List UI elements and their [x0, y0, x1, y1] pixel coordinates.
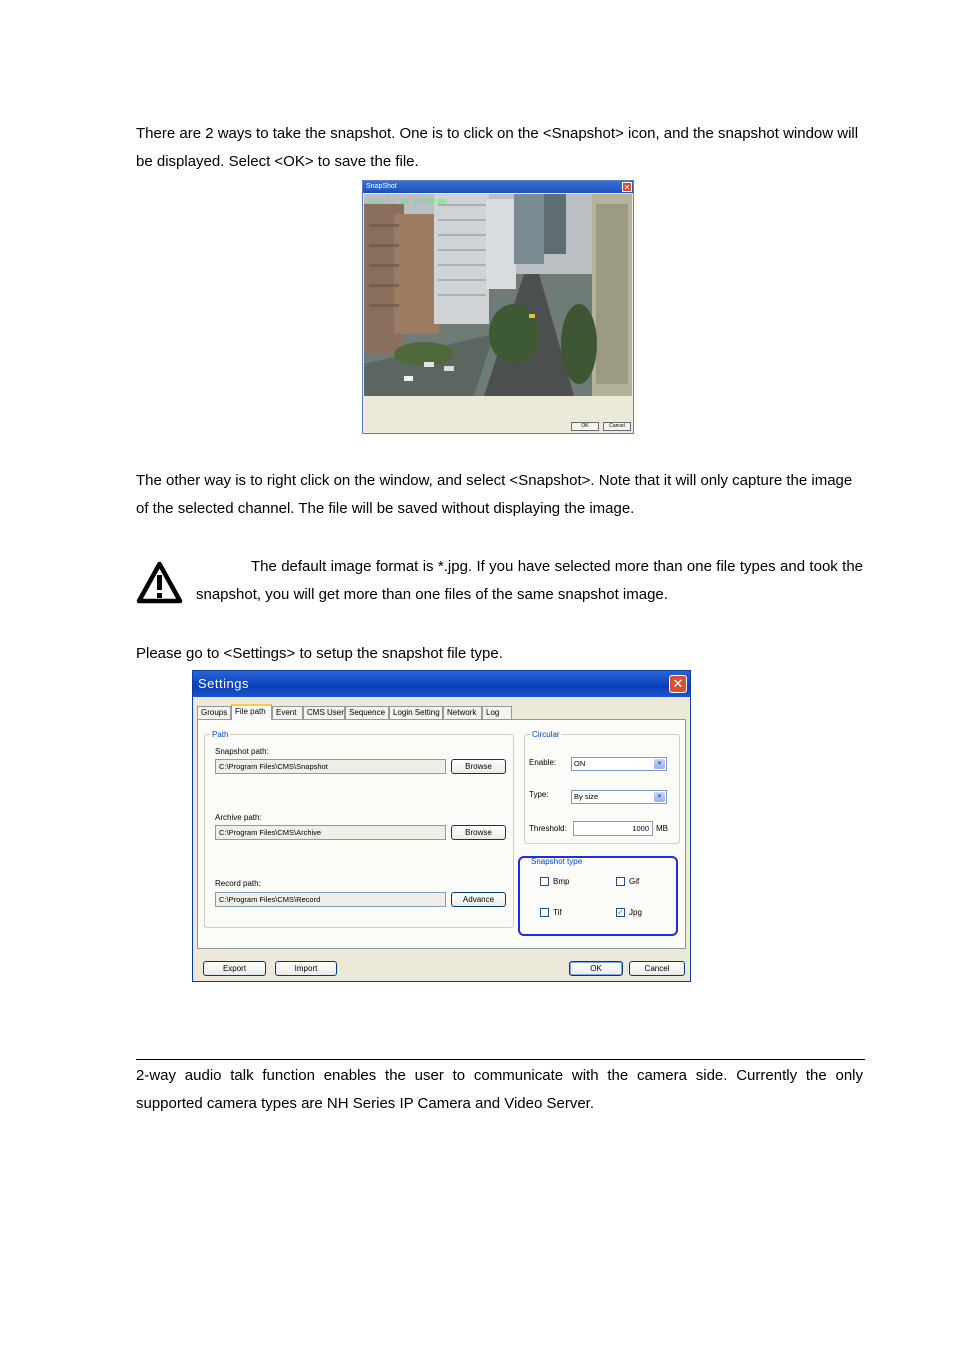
path-group — [204, 730, 514, 928]
type-select[interactable] — [571, 790, 667, 804]
circular-group — [524, 730, 680, 844]
threshold-input[interactable]: 1000 — [573, 821, 653, 836]
tab-login-setting[interactable]: Login Setting — [389, 706, 443, 719]
intro-paragraph: There are 2 ways to take the snapshot. One is to click on the <Snapshot> icon, and the snapshot window will be displayed. Select <OK> to save the file. — [136, 125, 859, 170]
chevron-down-icon[interactable]: ▼ — [654, 792, 665, 802]
export-button[interactable]: Export — [203, 961, 266, 976]
jpg-label: Jpg — [629, 908, 642, 917]
enable-select-value: ON — [574, 759, 586, 768]
bmp-label: Bmp — [553, 877, 570, 886]
tab-network[interactable]: Network — [443, 706, 482, 719]
snapshot-browse-button[interactable]: Browse — [451, 759, 506, 774]
snapshot-timestamp-overlay: 2010-11-16 15:30:00 — [366, 198, 447, 206]
snapshot-ok-button[interactable]: OK — [571, 422, 599, 431]
tab-cms-user[interactable]: CMS User — [303, 706, 345, 719]
enable-label: Enable: — [529, 758, 557, 767]
snapshot-type-legend: Snapshot type — [531, 857, 583, 866]
other-way-paragraph: The other way is to right click on the window, and select <Snapshot>. Note that it will only capture the image of the selected channel. The file will be saved without displaying the image. — [136, 472, 853, 517]
close-icon[interactable]: ✕ — [623, 183, 631, 192]
import-button[interactable]: Import — [275, 961, 337, 976]
ok-button[interactable]: OK — [569, 961, 623, 976]
close-icon[interactable]: ✕ — [669, 675, 687, 693]
tif-label: Tif — [553, 908, 562, 917]
path-group-legend: Path — [212, 730, 229, 739]
chevron-down-icon[interactable]: ▼ — [654, 759, 665, 769]
snapshot-window-titlebar — [363, 181, 633, 193]
snapshot-path-field[interactable]: C:\Program Files\CMS\Snapshot — [215, 759, 446, 774]
file-path-panel — [197, 719, 686, 949]
tab-log[interactable]: Log — [482, 706, 512, 719]
record-path-field[interactable]: C:\Program Files\CMS\Record — [215, 892, 446, 907]
snapshot-window — [362, 180, 634, 434]
settings-titlebar — [193, 671, 690, 697]
settings-title: Settings — [198, 676, 249, 691]
snapshot-cancel-button[interactable]: Cancel — [603, 422, 631, 431]
settings-hint-paragraph: Please go to <Settings> to setup the snapshot file type. — [136, 645, 503, 662]
jpg-checkbox[interactable]: ✓ — [617, 908, 624, 917]
warning-icon — [136, 561, 183, 605]
record-advance-button[interactable]: Advance — [451, 892, 506, 907]
archive-browse-button[interactable]: Browse — [451, 825, 506, 840]
archive-path-label: Archive path: — [215, 813, 262, 822]
snapshot-type-highlight — [518, 856, 678, 936]
tab-groups[interactable]: Groups — [197, 706, 231, 719]
enable-select[interactable] — [571, 757, 667, 771]
settings-dialog — [192, 670, 691, 982]
snapshot-image — [364, 194, 632, 396]
tab-file-path[interactable]: File path — [231, 704, 272, 720]
circular-group-legend: Circular — [532, 730, 560, 739]
archive-path-field[interactable]: C:\Program Files\CMS\Archive — [215, 825, 446, 840]
snapshot-path-label: Snapshot path: — [215, 747, 269, 756]
street-scene-image — [364, 194, 632, 396]
record-path-label: Record path: — [215, 879, 261, 888]
section-divider — [136, 1059, 865, 1060]
audio-paragraph: 2-way audio talk function enables the user to communicate with the camera side. Currently the only supported camera types are NH Series IP Camera and Video Server. — [136, 1067, 863, 1112]
tab-event[interactable]: Event — [272, 706, 303, 719]
threshold-label: Threshold: — [529, 824, 567, 833]
threshold-unit: MB — [656, 824, 668, 833]
note-paragraph: The default image format is *.jpg. If you have selected more than one file types and took the snapshot, you will get more than one files of the same snapshot image. — [196, 558, 863, 603]
tab-sequence[interactable]: Sequence — [345, 706, 389, 719]
type-label: Type: — [529, 790, 549, 799]
type-select-value: By size — [574, 792, 599, 801]
cancel-button[interactable]: Cancel — [629, 961, 685, 976]
gif-label: Gif — [629, 877, 640, 886]
snapshot-window-title: SnapShot — [366, 183, 397, 190]
